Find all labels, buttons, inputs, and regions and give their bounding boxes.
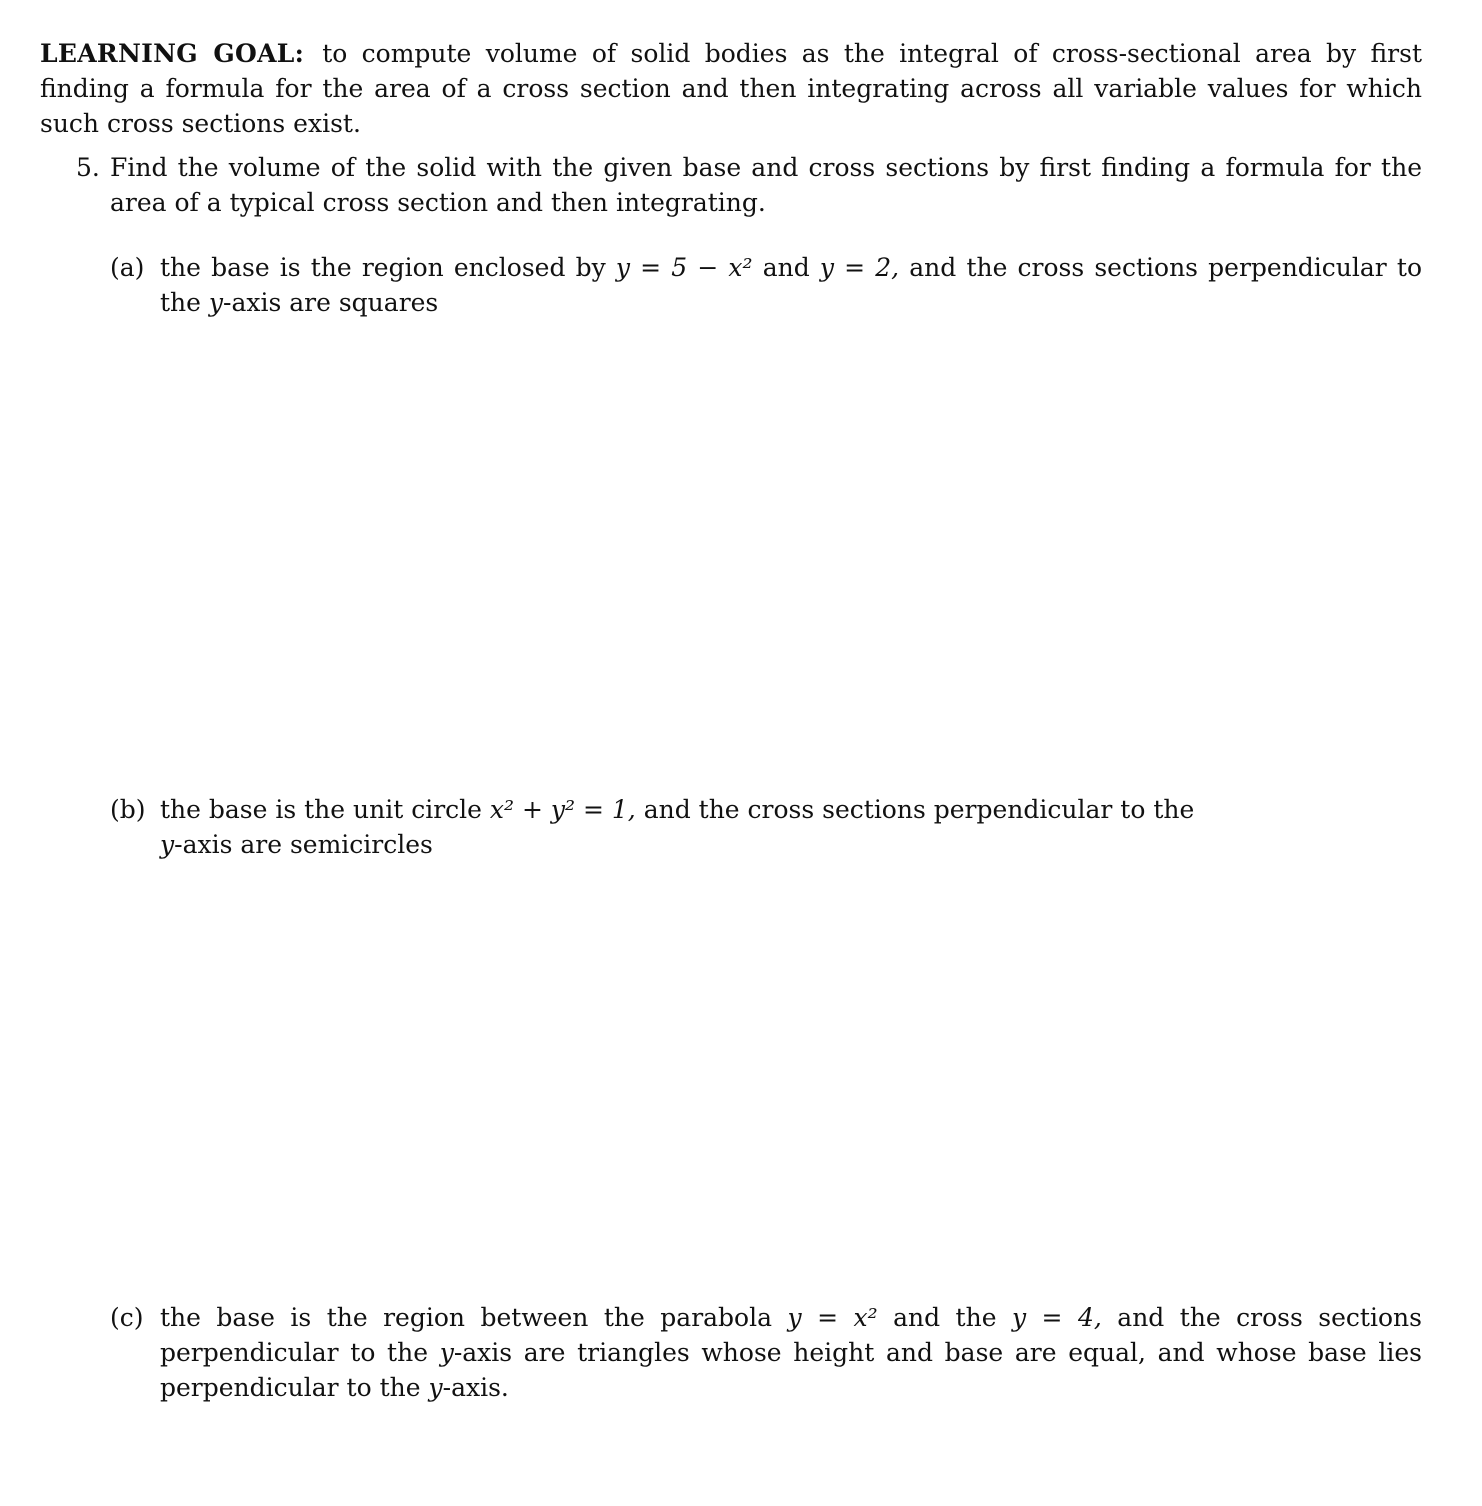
part-c-text-1: the base is the region between the parabola [160, 1303, 773, 1332]
part-b-expr-1: x² + y² = 1, [489, 795, 636, 824]
learning-goal-text: to compute volume of solid bodies as the integral of cross-sectional area by first finding a formula for the area of a cross section and then integrating across all variable values for which such cross sections exist. [40, 39, 1422, 138]
part-c-expr-2: y = 4, [1011, 1303, 1102, 1332]
learning-goal [40, 36, 1422, 141]
part-a-expr-1: y = 5 − x² [615, 253, 753, 282]
part-c-text-5: -axis. [442, 1373, 509, 1402]
part-c-text-4: -axis are triangles whose height and base are equal, and whose base lies perpendicular to the [160, 1338, 1422, 1402]
part-a-text [160, 250, 1422, 320]
part-c-text [160, 1300, 1422, 1405]
part-b-label: (b) [110, 795, 146, 824]
part-a-text-2: and [762, 253, 810, 282]
part-a-text-3: and the cross sections perpendicular to the [160, 253, 1422, 317]
part-b-text-1: the base is the unit circle [160, 795, 482, 824]
learning-goal-label: LEARNING GOAL: [40, 39, 305, 68]
part-c-expr-4: y [428, 1373, 443, 1402]
part-a-text-1: the base is the region enclosed by [160, 253, 606, 282]
problem-number: 5. [76, 153, 100, 182]
part-b-text-3: -axis are semicircles [174, 830, 433, 859]
part-b-text [160, 792, 1422, 862]
part-c-expr-1: y = x² [787, 1303, 878, 1332]
part-b-text-2: and the cross sections perpendicular to the [643, 795, 1195, 824]
part-b-expr-2: y [160, 830, 175, 859]
part-c-label: (c) [110, 1303, 144, 1332]
problem-statement: Find the volume of the solid with the given base and cross sections by first finding a formula for the area of a typical cross section and then integrating. [110, 153, 1422, 217]
part-c-text-2: and the [893, 1303, 997, 1332]
part-a-expr-2: y = 2, [819, 253, 900, 282]
part-a-label: (a) [110, 253, 145, 282]
part-a-text-4: -axis are squares [223, 288, 439, 317]
part-c-expr-3: y [439, 1338, 454, 1367]
part-a-expr-3: y [208, 288, 224, 317]
part-c-text-3: and the cross sections perpendicular to the [160, 1303, 1422, 1367]
